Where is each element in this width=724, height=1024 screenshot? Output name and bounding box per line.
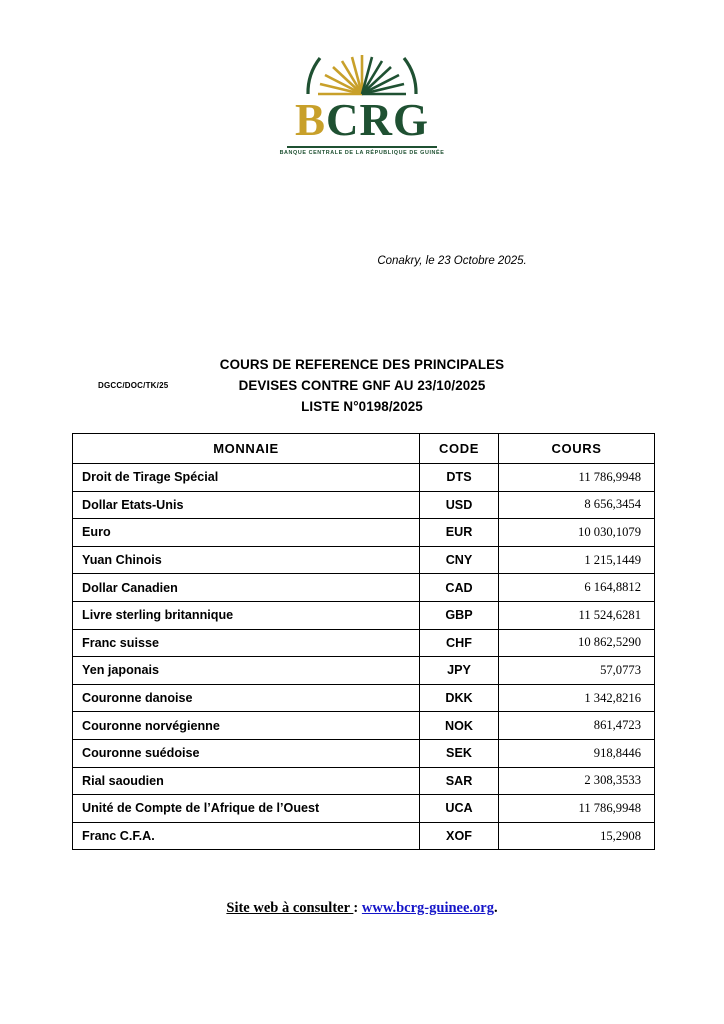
table-row [73, 712, 655, 740]
table-row [73, 795, 655, 823]
table-row [73, 546, 655, 574]
page-title [0, 354, 724, 417]
cell-monnaie: Droit de Tirage Spécial [73, 464, 420, 492]
cell-monnaie: Couronne norvégienne [73, 712, 420, 740]
cell-monnaie: Couronne danoise [73, 684, 420, 712]
table-row [73, 574, 655, 602]
cell-cours: 1 342,8216 [499, 684, 655, 712]
cell-cours: 10 862,5290 [499, 629, 655, 657]
table-row [73, 739, 655, 767]
cell-cours: 11 524,6281 [499, 601, 655, 629]
table-row [73, 657, 655, 685]
cell-cours: 11 786,9948 [499, 464, 655, 492]
table-row [73, 684, 655, 712]
exchange-rate-table [72, 433, 655, 850]
table-row [73, 491, 655, 519]
cell-code: CNY [420, 546, 499, 574]
cell-monnaie: Franc suisse [73, 629, 420, 657]
cell-monnaie: Yen japonais [73, 657, 420, 685]
cell-cours: 10 030,1079 [499, 519, 655, 547]
page-title-line1: COURS DE REFERENCE DES PRINCIPALES [219, 357, 505, 372]
cell-cours: 2 308,3533 [499, 767, 655, 795]
logo-divider [287, 146, 437, 148]
table-header-row [73, 434, 655, 464]
cell-cours: 57,0773 [499, 657, 655, 685]
reference-code: DGCC/DOC/TK/25 [98, 381, 169, 390]
table-row [73, 601, 655, 629]
column-header-cours: COURS [499, 434, 655, 464]
cell-code: NOK [420, 712, 499, 740]
cell-cours: 15,2908 [499, 822, 655, 850]
cell-code: XOF [420, 822, 499, 850]
sunburst-rays-icon [302, 44, 422, 96]
table-row [73, 822, 655, 850]
logo-wordmark [0, 95, 724, 145]
table-row [73, 464, 655, 492]
logo-subtitle: BANQUE CENTRALE DE LA RÉPUBLIQUE DE GUINÉE [279, 150, 445, 156]
column-header-code: CODE [420, 434, 499, 464]
table-body [73, 464, 655, 850]
cell-code: CAD [420, 574, 499, 602]
document-date-text: Conakry, le 23 Octobre 2025. [377, 255, 527, 267]
footer [0, 900, 724, 917]
cell-code: DKK [420, 684, 499, 712]
cell-code: GBP [420, 601, 499, 629]
cell-cours: 861,4723 [499, 712, 655, 740]
page-title-line3: LISTE N°0198/2025 [301, 399, 423, 414]
cell-cours: 1 215,1449 [499, 546, 655, 574]
table-row [73, 519, 655, 547]
cell-cours: 8 656,3454 [499, 491, 655, 519]
cell-monnaie: Franc C.F.A. [73, 822, 420, 850]
cell-cours: 6 164,8812 [499, 574, 655, 602]
cell-monnaie: Dollar Canadien [73, 574, 420, 602]
cell-code: CHF [420, 629, 499, 657]
footer-colon: : [353, 900, 359, 916]
cell-monnaie: Couronne suédoise [73, 739, 420, 767]
cell-monnaie: Yuan Chinois [73, 546, 420, 574]
table-row [73, 629, 655, 657]
document-date [0, 255, 724, 267]
cell-code: EUR [420, 519, 499, 547]
logo-wordmark-first-letter: B [294, 95, 326, 145]
cell-code: SAR [420, 767, 499, 795]
cell-monnaie: Livre sterling britannique [73, 601, 420, 629]
logo-wordmark-rest: CRG [326, 95, 429, 145]
cell-code: SEK [420, 739, 499, 767]
cell-monnaie: Euro [73, 519, 420, 547]
footer-period: . [493, 900, 498, 916]
cell-code: USD [420, 491, 499, 519]
column-header-monnaie: MONNAIE [73, 434, 420, 464]
cell-monnaie: Unité de Compte de l’Afrique de l’Ouest [73, 795, 420, 823]
bcrg-logo [0, 44, 724, 156]
page-title-line2: DEVISES CONTRE GNF AU 23/10/2025 [238, 378, 486, 393]
cell-cours: 918,8446 [499, 739, 655, 767]
cell-monnaie: Rial saoudien [73, 767, 420, 795]
footer-label: Site web à consulter [226, 900, 354, 916]
cell-code: JPY [420, 657, 499, 685]
table-row [73, 767, 655, 795]
website-link[interactable]: www.bcrg-guinee.org [361, 900, 494, 916]
cell-code: DTS [420, 464, 499, 492]
cell-code: UCA [420, 795, 499, 823]
cell-monnaie: Dollar Etats-Unis [73, 491, 420, 519]
cell-cours: 11 786,9948 [499, 795, 655, 823]
